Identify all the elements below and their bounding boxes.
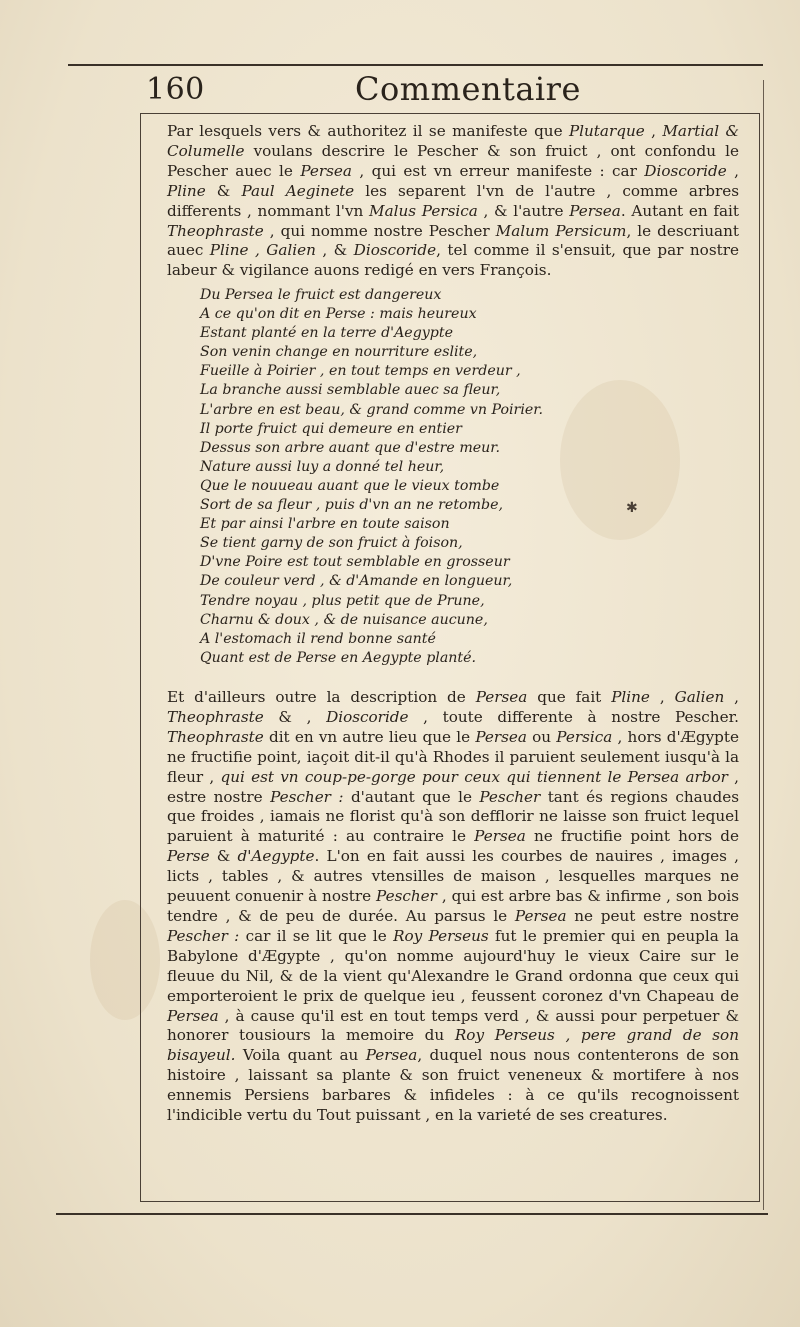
poem-line: Fueille à Poirier , en tout temps en verdeur , [200, 363, 521, 380]
poem-line: A l'estomach il rend bonne santé [200, 630, 436, 647]
text-run: & [209, 847, 238, 866]
italic-term: Pescher [376, 887, 437, 906]
text-run: ou [526, 727, 557, 746]
poem-line: Sort de sa fleur , puis d'vn an ne retombe, [200, 497, 504, 514]
poem-line: Nature aussi luy a donné tel heur, [200, 458, 445, 475]
text-run: . L'on en fait aussi les courbes de nauires , images , licts , tables , & autres vtensilles de maison , lesquelles marques ne peuuent conuenir à nostre [167, 847, 739, 906]
text-run: que fait [527, 688, 612, 706]
text-run: les separent l'vn de l'autre , comme arbres differents , nommant l'vn [167, 181, 739, 220]
running-head: Commentaire [355, 70, 581, 108]
italic-term: Pline [611, 688, 650, 706]
italic-term: Persica [556, 727, 613, 746]
italic-term: Roy Perseus [393, 926, 489, 945]
top-rule [68, 64, 763, 66]
italic-term: Paul Aeginete [241, 181, 355, 200]
text-run: ne fructifie point hors de [525, 827, 740, 846]
poem-line: Quant est de Perse en Aegypte planté. [200, 649, 477, 666]
text-run: voulans descrire le Pescher & son fruict , ont confondu le Pescher auec le [167, 141, 739, 180]
poem-line: Du Persea le fruict est dangereux [200, 287, 442, 303]
italic-term: Persea [514, 906, 567, 925]
italic-term: Persea [475, 727, 527, 746]
italic-term: Persea [300, 161, 352, 180]
poem-line: Dessus son arbre auant que d'estre meur. [200, 439, 501, 456]
poem-line: Que le nouueau auant que le vieux tombe [200, 477, 500, 494]
text-run: , le descriuant auec [167, 221, 739, 260]
text-run: , [726, 161, 740, 180]
italic-term: Dioscoride [326, 707, 409, 726]
paragraph-commentary [167, 688, 739, 1126]
italic-term: Malum Persicum [495, 221, 627, 240]
poem-line: Estant planté en la terre d'Aegypte [200, 325, 453, 342]
text-run: . Autant en fait [620, 201, 739, 220]
poem-line: Se tient garny de son fruict à foison, [200, 535, 463, 552]
italic-term: Pescher [479, 787, 541, 806]
poem-line: L'arbre en est beau, & grand comme vn Poirier. [200, 401, 544, 418]
text-run: ne peut estre nostre [566, 906, 739, 925]
bottom-rule [56, 1213, 768, 1215]
text-run: fut le premier qui en peupla la Babylone d'Ægypte , qu'on nomme aujourd'huy le vieux Caire sur le fleuue du Nil, & de la vient qu'Alexandre le Grand ordonna que ceux qui emporteroient le prix de quelque ieu , feussent coronez d'vn Chapeau de [167, 926, 739, 1005]
italic-term: Roy Perseus , pere grand de son bisayeul. [167, 1026, 739, 1065]
text-run: , [644, 122, 663, 140]
text-run: Voila quant au [235, 1046, 366, 1065]
text-run: , qui est vn erreur manifeste : car [351, 161, 645, 180]
italic-term: Theophraste [167, 221, 264, 240]
text-run: , toute differente à nostre Pescher. [408, 707, 739, 726]
italic-term: Pescher : [167, 926, 240, 945]
text-run: , & l'autre [477, 201, 570, 220]
italic-term: Galien [674, 688, 725, 706]
text-run: car il se lit que le [239, 926, 394, 945]
italic-term: Martial & Columelle [167, 122, 740, 160]
poem-line: De couleur verd , & d'Amande en longueur, [200, 573, 513, 590]
poem-line: Et par ainsi l'arbre en toute saison [200, 516, 450, 533]
paragraph-intro [167, 122, 739, 281]
text-run: & [205, 181, 242, 200]
poem-line: Tendre noyau , plus petit que de Prune, [200, 592, 485, 609]
text-run: , qui nomme nostre Pescher [263, 221, 496, 240]
text-run: , duquel nous nous contenterons de son histoire , laissant sa plante & son fruict veneneux & mortifere à nos ennemis Persiens barbares & infideles : à ce qu'ils recognoissent l'indicible vertu du Tout puissant , en la varieté de ses creatures. [167, 1046, 740, 1125]
italic-term: Theophraste [167, 707, 264, 726]
text-run: , hors d'Ægypte ne fructifie point, iaçoit dit-il qu'à Rhodes il paruient seulement iusqu'à la fleur , [167, 727, 739, 786]
italic-term: Pline , Galien [209, 241, 316, 260]
italic-term: Persea [167, 1006, 219, 1025]
italic-term: Persea [475, 688, 528, 706]
poem-line: Il porte fruict qui demeure en entier [200, 420, 462, 437]
text-run: tant és regions chaudes que froides , iamais ne florist qu'à son defflorir ne laisse son fruict lequel paruient à maturité : au contraire le [167, 787, 740, 846]
text-run: , & [315, 241, 354, 260]
italic-term: Theophraste [167, 727, 264, 746]
text-run: Et d'ailleurs outre la description de [167, 688, 476, 706]
italic-term: Dioscoride [353, 241, 437, 260]
text-run: , [724, 688, 739, 706]
text-run: , tel comme il s'ensuit, que par nostre labeur & vigilance auons redigé en vers François. [167, 241, 739, 280]
italic-term: Plutarque [568, 122, 645, 140]
text-run: , à cause qu'il est en tout temps verd , & aussi pour perpetuer & honorer tousiours la memoire du [167, 1006, 739, 1045]
italic-term: Malus Persica [369, 201, 478, 220]
text-run: Par lesquels vers & authoritez il se manifeste que [167, 122, 569, 140]
poem-line: D'vne Poire est tout semblable en grosseur [200, 554, 510, 571]
text-run: dit en vn autre lieu que le [263, 727, 476, 746]
italic-term: Persea [365, 1046, 418, 1065]
italic-term: d'Aegypte [237, 847, 315, 866]
italic-term: Persea [569, 201, 621, 220]
poem-line: Son venin change en nourriture eslite, [200, 344, 478, 361]
text-run: d'autant que le [343, 787, 480, 806]
margin-rule [763, 80, 764, 1210]
text-run: , qui est arbre bas & infirme , son bois tendre , & de peu de durée. Au parsus le [167, 887, 739, 925]
italic-term: Perse [167, 847, 210, 866]
text-run: , estre nostre [167, 767, 739, 806]
poem-line: Charnu & doux , & de nuisance aucune, [200, 611, 488, 628]
italic-term: Pescher : [270, 787, 344, 806]
poem-stanza [200, 286, 660, 668]
italic-term: Persea [474, 827, 526, 846]
poem-line: A ce qu'on dit en Perse : mais heureux [200, 306, 477, 323]
text-run: , [649, 688, 675, 706]
italic-term: Pline [167, 181, 206, 200]
text-run: & , [263, 707, 327, 726]
page-number: 160 [146, 72, 205, 107]
printer-ornament: ✱ [626, 500, 638, 516]
poem-line: La branche aussi semblable auec sa fleur, [200, 382, 501, 399]
italic-term: Dioscoride [644, 161, 727, 180]
italic-term: qui est vn coup-pe-gorge pour ceux qui tiennent le Persea arbor [220, 767, 728, 786]
